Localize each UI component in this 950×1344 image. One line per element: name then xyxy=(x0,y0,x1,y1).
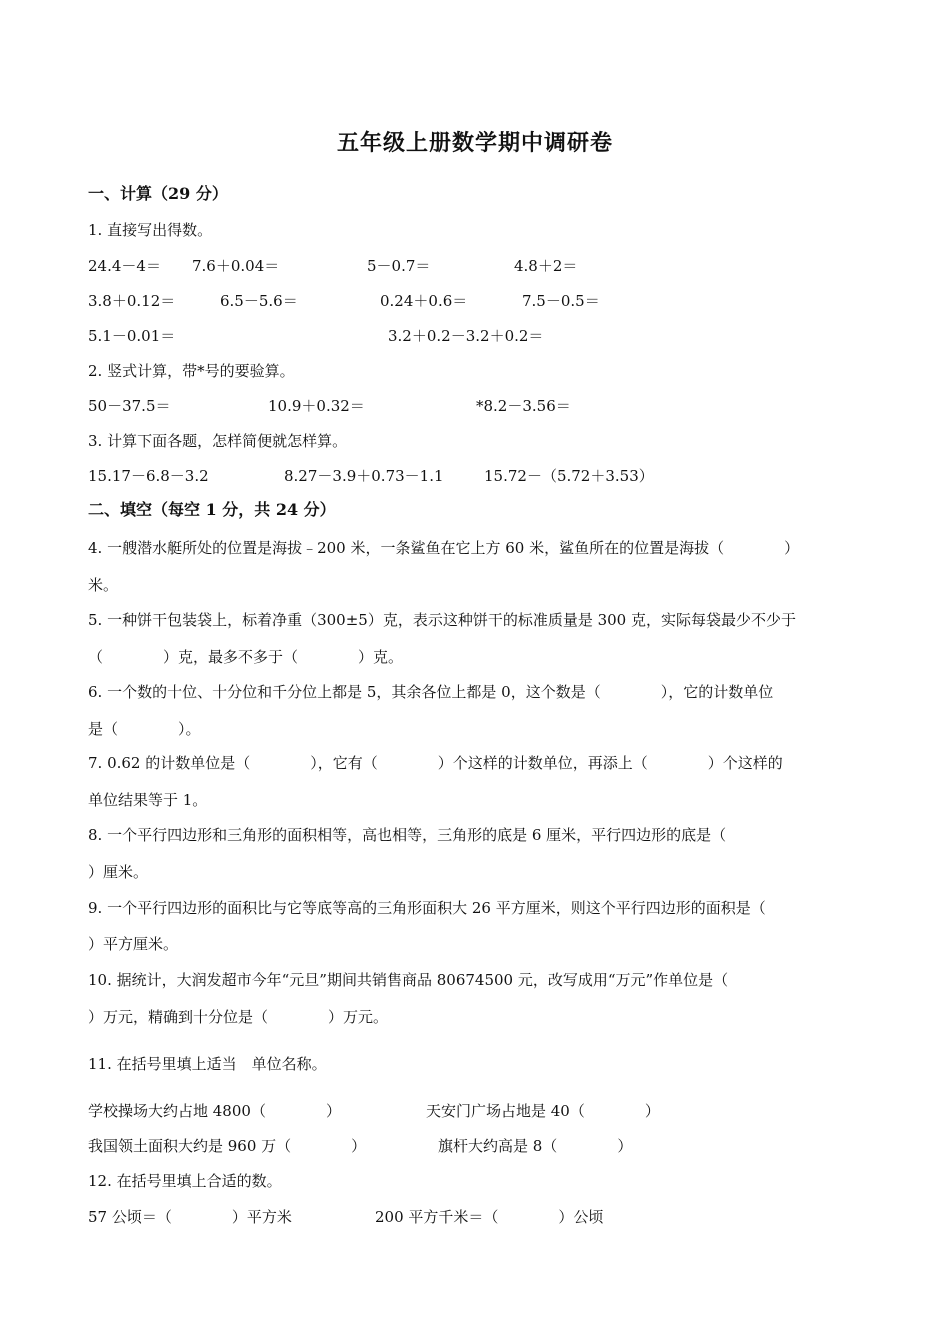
q3-stem: 3. 计算下面各题，怎样简便就怎样算。 xyxy=(88,432,348,450)
q6-line1: 6. 一个数的十位、十分位和千分位上都是 5，其余各位上都是 0，这个数是（ ），它的计数单位 xyxy=(88,683,774,701)
q8-line1: 8. 一个平行四边形和三角形的面积相等，高也相等，三角形的底是 6 厘米，平行四边形的底是（ xyxy=(88,826,727,844)
q3-item: 15.72－（5.72＋3.53） xyxy=(484,467,654,485)
q9-line1: 9. 一个平行四边形的面积比与它等底等高的三角形面积大 26 平方厘米，则这个平行四边形的面积是（ xyxy=(88,899,766,917)
q11-item: 学校操场大约占地 4800（ ） xyxy=(88,1102,341,1120)
q1-item: 4.8＋2＝ xyxy=(514,257,578,275)
q7-line2: 单位结果等于 1。 xyxy=(88,791,208,809)
q2-item: 10.9＋0.32＝ xyxy=(268,397,365,415)
q11-item: 天安门广场占地是 40（ ） xyxy=(426,1102,660,1120)
q3-item: 8.27－3.9＋0.73－1.1 xyxy=(284,467,444,485)
q4-line2: 米。 xyxy=(88,576,119,594)
section-1-heading: 一、计算（29 分） xyxy=(88,184,228,203)
q1-item: 3.8＋0.12＝ xyxy=(88,292,176,310)
q12-item: 200 平方千米＝（ ）公顷 xyxy=(375,1208,604,1226)
q4-line1: 4. 一艘潜水艇所处的位置是海拔﹣200 米，一条鲨鱼在它上方 60 米，鲨鱼所在的位置是海拔（ ） xyxy=(88,539,800,557)
q1-stem: 1. 直接写出得数。 xyxy=(88,221,213,239)
q11-stem: 11. 在括号里填上适当 单位名称。 xyxy=(88,1055,327,1073)
q7-line1: 7. 0.62 的计数单位是（ ），它有（ ）个这样的计数单位，再添上（ ）个这样的 xyxy=(88,754,783,772)
q1-item: 5.1－0.01＝ xyxy=(88,327,176,345)
q12-stem: 12. 在括号里填上合适的数。 xyxy=(88,1172,282,1190)
q5-line1: 5. 一种饼干包装袋上，标着净重（300±5）克，表示这种饼干的标准质量是 300 克，实际每袋最少不少于 xyxy=(88,611,796,629)
q2-item: *8.2－3.56＝ xyxy=(476,397,571,415)
q1-item: 7.5－0.5＝ xyxy=(522,292,600,310)
q9-line2: ）平方厘米。 xyxy=(88,935,179,953)
q1-item: 5－0.7＝ xyxy=(367,257,431,275)
q2-item: 50－37.5＝ xyxy=(88,397,171,415)
q5-line2: （ ）克，最多不多于（ ）克。 xyxy=(88,648,404,666)
q8-line2: ）厘米。 xyxy=(88,863,149,881)
q6-line2: 是（ ）。 xyxy=(88,720,201,738)
q1-item: 7.6＋0.04＝ xyxy=(192,257,280,275)
q11-item: 旗杆大约高是 8（ ） xyxy=(438,1137,633,1155)
page-title: 五年级上册数学期中调研卷 xyxy=(336,130,613,156)
q1-item: 3.2＋0.2－3.2＋0.2＝ xyxy=(388,327,544,345)
q2-stem: 2. 竖式计算，带*号的要验算。 xyxy=(88,362,295,380)
q1-item: 24.4－4＝ xyxy=(88,257,161,275)
q1-item: 6.5－5.6＝ xyxy=(220,292,298,310)
q11-item: 我国领土面积大约是 960 万（ ） xyxy=(88,1137,367,1155)
q12-item: 57 公顷＝（ ）平方米 xyxy=(88,1208,292,1226)
q10-line1: 10. 据统计，大润发超市今年“元旦”期间共销售商品 80674500 元，改写成用“万元”作单位是（ xyxy=(88,971,729,989)
q1-item: 0.24＋0.6＝ xyxy=(380,292,468,310)
section-2-heading: 二、填空（每空 1 分，共 24 分） xyxy=(88,500,336,519)
q3-item: 15.17－6.8－3.2 xyxy=(88,467,209,485)
q10-line2: ）万元，精确到十分位是（ ）万元。 xyxy=(88,1008,389,1026)
